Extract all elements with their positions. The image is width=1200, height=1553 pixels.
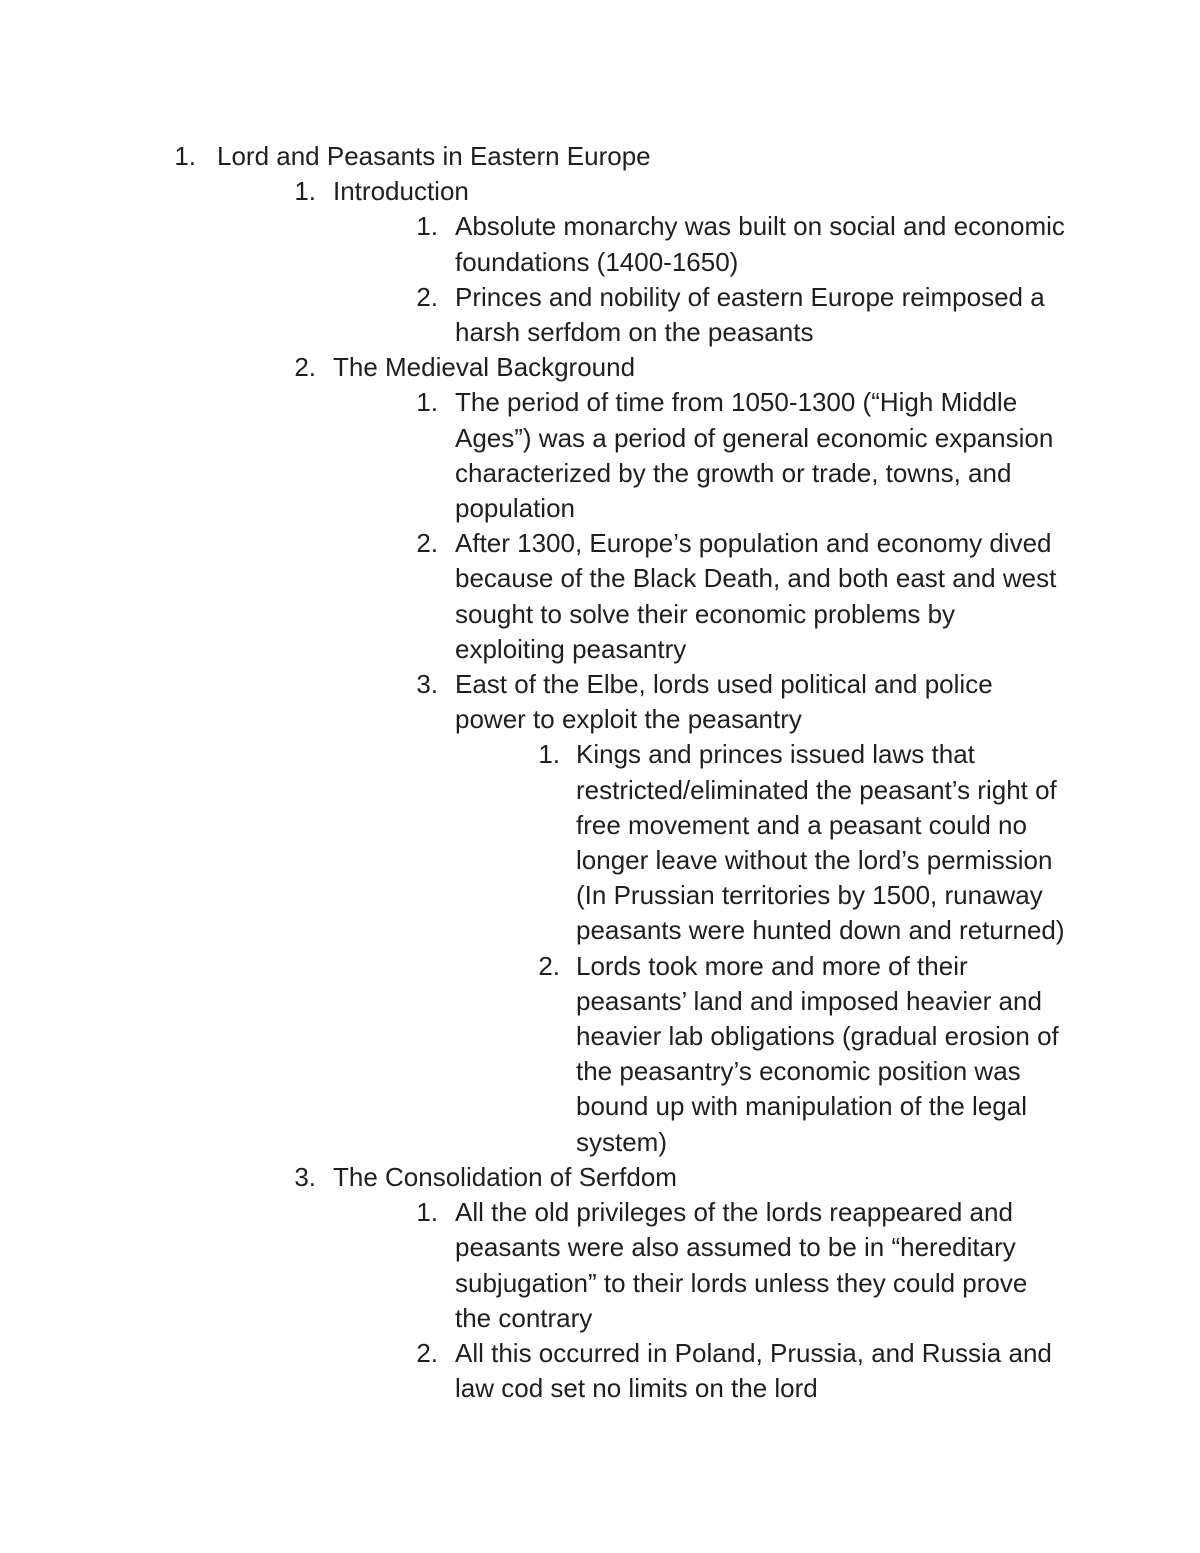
section-list xyxy=(0,174,1200,1406)
list-number: 2. xyxy=(416,281,438,312)
list-number: 3. xyxy=(294,1161,316,1192)
list-item xyxy=(0,385,1200,526)
list-item xyxy=(0,1336,1200,1406)
list-item xyxy=(0,949,1200,1160)
list-number: 2. xyxy=(294,352,316,383)
list-number: 2. xyxy=(416,1337,438,1368)
point-list xyxy=(0,209,1200,350)
outline-title-item xyxy=(0,139,1200,1406)
section-heading: The Consolidation of Serfdom xyxy=(333,1161,677,1192)
point-text: All the old privileges of the lords reappeared and peasants were also assumed to be in “hereditary subjugation” to their lords unless they could prove the contrary xyxy=(455,1197,1028,1333)
section-medieval-background xyxy=(0,350,1200,1160)
point-text: Princes and nobility of eastern Europe reimposed a harsh serfdom on the peasants xyxy=(455,281,1045,348)
list-number: 2. xyxy=(416,528,438,559)
point-list xyxy=(0,1195,1200,1406)
list-item xyxy=(0,526,1200,667)
list-number: 1. xyxy=(416,387,438,418)
section-heading: Introduction xyxy=(333,176,469,207)
list-item xyxy=(0,1195,1200,1336)
point-text: Absolute monarchy was built on social and economic foundations (1400-1650) xyxy=(455,211,1065,277)
list-number: 1. xyxy=(416,211,438,242)
list-number: 1. xyxy=(294,176,316,207)
section-heading: The Medieval Background xyxy=(333,352,636,383)
list-item xyxy=(0,209,1200,279)
subpoint-list xyxy=(0,737,1200,1159)
subpoint-text: Lords took more and more of their peasants’ land and imposed heavier and heavier lab obligations (gradual erosion of the peasantry’s economic position was bound up with manipulation of the legal system) xyxy=(576,950,1059,1157)
section-consolidation-of-serfdom xyxy=(0,1160,1200,1406)
list-item xyxy=(0,737,1200,948)
section-introduction xyxy=(0,174,1200,350)
point-list xyxy=(0,385,1200,1159)
list-number: 3. xyxy=(416,669,438,700)
point-text: The period of time from 1050-1300 (“High Middle Ages”) was a period of general economic expansion characterized by the growth or trade, towns, and population xyxy=(455,387,1054,524)
list-number: 2. xyxy=(538,950,560,981)
point-text: All this occurred in Poland, Prussia, and Russia and law cod set no limits on the lord xyxy=(455,1337,1052,1404)
list-item xyxy=(0,667,1200,1160)
outline-title: Lord and Peasants in Eastern Europe xyxy=(217,141,651,171)
subpoint-text: Kings and princes issued laws that restricted/eliminated the peasant’s right of free movement and a peasant could no longer leave without the lord’s permission (In Prussian territories by 1500, runaway peasants were hunted down and returned) xyxy=(576,739,1065,946)
list-number: 1. xyxy=(416,1197,438,1228)
point-text: After 1300, Europe’s population and economy dived because of the Black Death, and both east and west sought to solve their economic problems by exploiting peasantry xyxy=(455,528,1057,664)
point-text: East of the Elbe, lords used political and police power to exploit the peasantry xyxy=(455,669,993,735)
list-item xyxy=(0,280,1200,350)
outline-list xyxy=(0,139,1200,1406)
list-number: 1. xyxy=(538,739,560,770)
list-number: 1. xyxy=(174,141,196,171)
